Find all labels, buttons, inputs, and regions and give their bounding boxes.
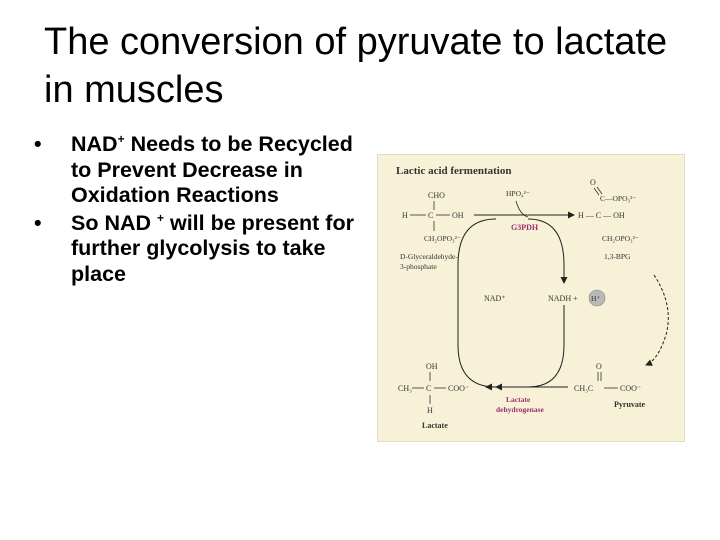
bullet-text-post: Needs to be Recycled to Prevent Decrease in Oxidation Reactions bbox=[71, 132, 353, 207]
bullet-item-nad-recycled bbox=[34, 132, 354, 209]
glycolysis-continuation-arrow bbox=[646, 275, 668, 365]
lactate-coo: COO⁻ bbox=[448, 384, 470, 393]
lactate-ch3: CH₃ bbox=[398, 384, 412, 393]
slide-title: The conversion of pyruvate to lactate in muscles bbox=[44, 21, 668, 111]
bpg-copo3: C—OPO₃²⁻ bbox=[600, 194, 637, 203]
bullet-text-pre: NAD bbox=[71, 132, 118, 156]
ldh-enzyme-label-line2: dehydrogenase bbox=[496, 405, 544, 414]
pyruvate-o: O bbox=[596, 362, 602, 371]
bullet-marker: • bbox=[34, 132, 42, 156]
g3p-ch2opo3: CH₂OPO₃²⁻ bbox=[424, 234, 461, 243]
nadh-label: NADH + bbox=[548, 294, 578, 303]
ldh-enzyme-label-line1: Lactate bbox=[506, 395, 531, 404]
pyruvate-name: Pyruvate bbox=[614, 400, 646, 409]
pyruvate-ch3c: CH₃C bbox=[574, 384, 594, 393]
bullet-list bbox=[34, 132, 354, 289]
figure-heading: Lactic acid fermentation bbox=[396, 165, 512, 177]
bullet-text-pre: So NAD bbox=[71, 210, 157, 235]
g3pdh-enzyme-label: G3PDH bbox=[511, 223, 539, 232]
bullet-item-nad-present bbox=[34, 211, 354, 288]
pyruvate-coo: COO⁻ bbox=[620, 384, 642, 393]
bullet-superscript: + bbox=[157, 210, 165, 225]
bpg-h-c-oh: H — C — OH bbox=[578, 211, 625, 220]
g3p-h: H bbox=[402, 211, 408, 220]
lactate-h: H bbox=[427, 406, 433, 415]
h-plus-label: H⁺ bbox=[591, 294, 601, 303]
lactate-name: Lactate bbox=[422, 421, 448, 430]
nad-label: NAD⁺ bbox=[484, 294, 506, 303]
g3p-name-line1: D-Glyceraldehyde- bbox=[400, 252, 458, 261]
bullet-marker: • bbox=[34, 210, 42, 235]
lactate-c: C bbox=[426, 384, 432, 393]
bpg-o: O bbox=[590, 178, 596, 187]
g3p-oh: OH bbox=[452, 211, 464, 220]
g3p-cho: CHO bbox=[428, 191, 445, 200]
bpg-name: 1,3-BPG bbox=[604, 252, 631, 261]
lactate-oh: OH bbox=[426, 362, 438, 371]
fermentation-diagram bbox=[378, 155, 684, 441]
hpo4-label: HPO₄²⁻ bbox=[506, 189, 530, 198]
bpg-ch2opo3: CH₂OPO₃²⁻ bbox=[602, 234, 639, 243]
nad-return-arc bbox=[458, 219, 496, 387]
bullet-text-post: will be present for further glycolysis to take place bbox=[71, 210, 354, 286]
bullet-superscript: + bbox=[117, 131, 125, 146]
nadh-consume-arc bbox=[528, 305, 564, 387]
g3p-c: C bbox=[428, 211, 434, 220]
lactic-acid-fermentation-figure bbox=[377, 154, 685, 442]
g3p-name-line2: 3-phosphate bbox=[400, 262, 437, 271]
